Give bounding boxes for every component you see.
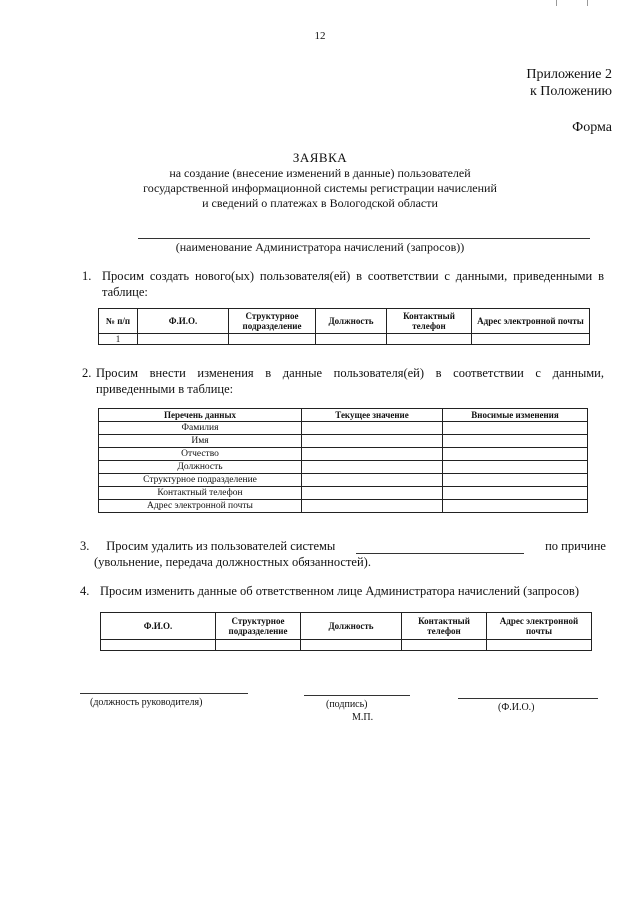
cell-current[interactable] [302, 461, 443, 474]
cell-email[interactable] [472, 334, 590, 345]
title-line-3: и сведений о платежах в Вологодской области [202, 196, 438, 210]
table-header-row [99, 409, 588, 422]
cell-change[interactable] [443, 435, 588, 448]
table-row [99, 474, 588, 487]
col-header-fio: Ф.И.О. [138, 309, 229, 334]
cell-current[interactable] [302, 448, 443, 461]
page-number: 12 [314, 30, 326, 42]
cell-department[interactable] [229, 334, 316, 345]
row-label: Фамилия [99, 422, 302, 435]
section-1-number: 1. [82, 269, 92, 283]
section-3 [80, 538, 606, 570]
row-label: Контактный телефон [99, 487, 302, 500]
col-header-department: Структурное подразделение [229, 309, 316, 334]
col-header-current-value: Текущее значение [302, 409, 443, 422]
section-2-text: Просим внести изменения в данные пользователя(ей) в соответствии с данными, приведенными в таблице: [96, 366, 604, 396]
row-label: Адрес электронной почты [99, 500, 302, 513]
change-data-table [98, 408, 588, 513]
cell-phone[interactable] [387, 334, 472, 345]
table-row [101, 640, 592, 651]
cell-change[interactable] [443, 461, 588, 474]
cell-change[interactable] [443, 500, 588, 513]
col-header-data-list: Перечень данных [99, 409, 302, 422]
cell-fio[interactable] [138, 334, 229, 345]
document-title [0, 150, 640, 211]
cell-current[interactable] [302, 500, 443, 513]
cell-email[interactable] [487, 640, 592, 651]
section-4 [80, 583, 610, 599]
col-header-email: Адрес электронной почты [472, 309, 590, 334]
sign-line[interactable] [304, 694, 410, 696]
name-caption: (Ф.И.О.) [498, 702, 535, 713]
section-3-text-a: Просим удалить из пользователей системы [106, 539, 336, 553]
section-2-number: 2. [82, 366, 92, 380]
section-3-line-1 [80, 538, 606, 554]
section-1-text: Просим создать нового(ых) пользователя(ей) в соответствии с данными, приведенными в таблице: [102, 269, 604, 299]
cell-phone[interactable] [402, 640, 487, 651]
section-4-number: 4. [80, 584, 90, 598]
cell-change[interactable] [443, 422, 588, 435]
delete-users-field[interactable] [356, 541, 524, 554]
col-header-phone: Контактный телефон [387, 309, 472, 334]
table-header-row [101, 613, 592, 640]
cell-current[interactable] [302, 474, 443, 487]
sign-caption: (подпись) [326, 699, 368, 710]
title-heading: ЗАЯВКА [292, 150, 348, 165]
row-label: Должность [99, 461, 302, 474]
title-line-2: государственной информационной системы регистрации начислений [143, 181, 497, 195]
col-header-position: Должность [316, 309, 387, 334]
cell-change[interactable] [443, 487, 588, 500]
col-header-changes: Вносимые изменения [443, 409, 588, 422]
section-4-text: Просим изменить данные об ответственном лице Администратора начислений (запросов) [100, 584, 579, 598]
table-header-row [99, 309, 590, 334]
col-header-department: Структурное подразделение [216, 613, 301, 640]
appendix-line-1: Приложение 2 [526, 67, 612, 82]
col-header-number: № п/п [99, 309, 138, 334]
col-header-position: Должность [301, 613, 402, 640]
table-row [99, 448, 588, 461]
row-label: Имя [99, 435, 302, 448]
cell-position[interactable] [316, 334, 387, 345]
table-row [99, 422, 588, 435]
section-3-text-c: (увольнение, передача должностных обязанностей). [94, 555, 371, 569]
form-label: Форма [572, 120, 612, 135]
row-label: Структурное подразделение [99, 474, 302, 487]
cell-number: 1 [99, 334, 138, 345]
table-row [99, 334, 590, 345]
position-signature-line[interactable] [80, 692, 248, 694]
cell-current[interactable] [302, 487, 443, 500]
cell-fio[interactable] [101, 640, 216, 651]
cell-change[interactable] [443, 448, 588, 461]
title-line-1: на создание (внесение изменений в данные) пользователей [169, 166, 471, 180]
col-header-phone: Контактный телефон [402, 613, 487, 640]
table-row [99, 487, 588, 500]
row-label: Отчество [99, 448, 302, 461]
appendix-line-2: к Положению [529, 84, 612, 99]
name-signature-line[interactable] [458, 697, 598, 699]
scan-corner-mark [556, 0, 588, 6]
cell-current[interactable] [302, 422, 443, 435]
admin-name-field[interactable] [138, 234, 590, 239]
col-header-email: Адрес электронной почты [487, 613, 592, 640]
cell-current[interactable] [302, 435, 443, 448]
new-users-table [98, 308, 590, 345]
table-row [99, 500, 588, 513]
cell-department[interactable] [216, 640, 301, 651]
admin-name-caption: (наименование Администратора начислений (запросов)) [175, 240, 465, 254]
appendix-label [526, 66, 612, 100]
section-3-number: 3. [80, 539, 90, 553]
section-3-text-b: по причине [545, 539, 606, 553]
section-2 [82, 365, 604, 397]
cell-change[interactable] [443, 474, 588, 487]
responsible-person-table [100, 612, 592, 651]
stamp-mark: М.П. [352, 712, 374, 723]
col-header-fio: Ф.И.О. [101, 613, 216, 640]
position-caption: (должность руководителя) [90, 697, 203, 708]
cell-position[interactable] [301, 640, 402, 651]
table-row [99, 461, 588, 474]
table-row [99, 435, 588, 448]
section-1 [82, 268, 604, 300]
